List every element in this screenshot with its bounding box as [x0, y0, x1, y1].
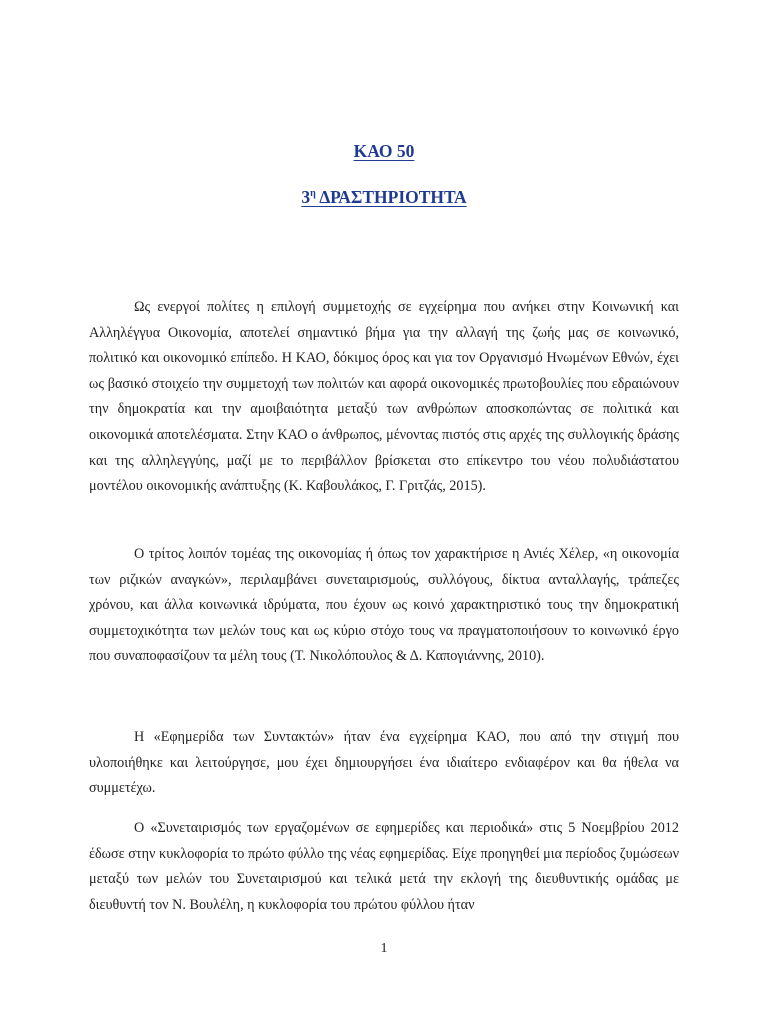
document-title: ΚΑΟ 50: [353, 141, 415, 161]
subtitle-superscript: η: [310, 188, 316, 199]
paragraph-text: Ο «Συνεταιρισμός των εργαζομένων σε εφημερίδες και περιοδικά» στις 5 Νοεμβρίου 2012 έδωσε στην κυκλοφορία το πρώτο φύλλο της νέας εφημερίδας. Είχε προηγηθεί μια περίοδος ζυμώσεων μεταξύ των μελών του Συνεταιρισμού και τελικά μετά την εκλογή της διευθυντικής ομάδας με διευθυντή τον Ν. Βουλέλη, η κυκλοφορία του πρώτου φύλλου ήταν: [89, 820, 679, 913]
page-number: 1: [380, 941, 388, 956]
subtitle-number: 3: [301, 187, 311, 207]
paragraph-2: [89, 542, 679, 670]
paragraph-text: Η «Εφημερίδα των Συντακτών» ήταν ένα εγχείρημα ΚΑΟ, που από την στιγμή που υλοποιήθηκε και λειτούργησε, μου έχει δημιουργήσει ένα ιδιαίτερο ενδιαφέρον και θα ήθελα να συμμετέχω.: [89, 729, 679, 797]
paragraph-text: Ο τρίτος λοιπόν τομέας της οικονομίας ή όπως τον χαρακτήρισε η Ανιές Χέλερ, «η οικονομία των ριζικών αναγκών», περιλαμβάνει συνεταιρισμούς, συλλόγους, δίκτυα ανταλλαγής, τράπεζες χρόνου, και άλλα κοινωνικά ιδρύματα, που έχουν ως κοινό χαρακτηριστικό τους την δημοκρατική συμμετοχικότητα των μελών τους και ως κύριο στόχο τους να πραγματοποιήσουν το κοινωνικό έργο που συναποφασίζουν τα μέλη τους (Τ. Νικολόπουλος & Δ. Καπογιάννης, 2010).: [89, 546, 679, 665]
paragraph-1: [89, 295, 679, 500]
subtitle-text: ΔΡΑΣΤΗΡΙΟΤΗΤΑ: [315, 187, 467, 207]
paragraph-4: [89, 816, 679, 918]
document-subtitle: [0, 187, 768, 208]
paragraph-text: Ως ενεργοί πολίτες η επιλογή συμμετοχής σε εγχείρημα που ανήκει στην Κοινωνική και Αλληλέγγυα Οικονομία, αποτελεί σημαντικό βήμα για την αλλαγή της ζωής μας σε κοινωνικό, πολιτικό και οικονομικό επίπεδο. Η ΚΑΟ, δόκιμος όρος και για τον Οργανισμό Ηνωμένων Εθνών, έχει ως βασικό στοιχείο την συμμετοχή των πολιτών και αφορά οικονομικές πρωτοβουλίες που εδραιώνουν την δημοκρατία και την αμοιβαιότητα μεταξύ των ανθρώπων αποσκοπώντας σε πολιτικά και οικονομικά αποτελέσματα. Στην ΚΑΟ ο άνθρωπος, μένοντας πιστός στις αρχές της συλλογικής δράσης και της αλληλεγγύης, μαζί με το περιβάλλον βρίσκεται στο επίκεντρο του νέου πολυδιάστατου μοντέλου οικονομικής ανάπτυξης (Κ. Καβουλάκος, Γ. Γριτζάς, 2015).: [89, 299, 679, 495]
paragraph-3: [89, 725, 679, 802]
